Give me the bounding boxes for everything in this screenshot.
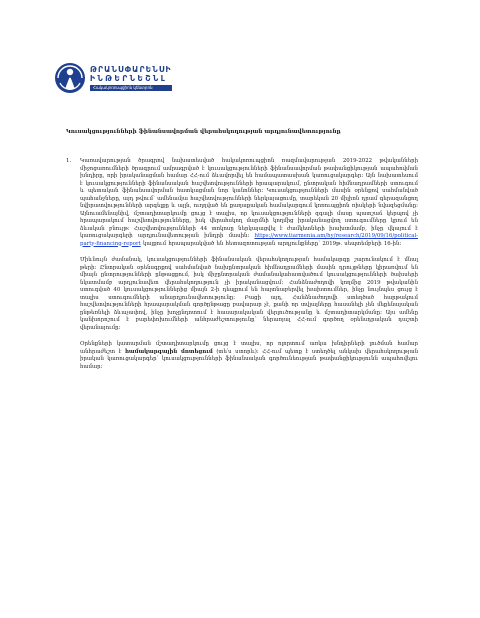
- paragraph-1-text: Կառավարության ծրագրով նախատեսված հակակոռուպցիոն ռազմավարության 2019-2022 թվականների միջոցառումների ծրագրում ամրագրված է կուսակցությունների ֆինանսավորման թափանցիկության ապահովման խնդիրը, որի իրականացման համար ՀՀ-ում ձևավորվել են համապատասխան կառուցակարգեր։ Այն նախատեսում է կուսակցությունների ֆինանսական հաշվետվությունների հրապարակում, ընտրական հիմնադրամների ստուգում և պետական ֆինանսավորման հատկացման նոր կանոններ։ Կուսակցությունների մասին օրենքով սահմանված պահանջները, այդ թվում՝ ամենամյա հաշվետվությունների ներկայացումը, տարեկան 20 միլիոն դրամ գերազանցող նվիրատվությունների արգելքը և այլն, ուղղված են քաղաքական համակարգում կոռուպցիոն ռիսկերի նվազեցմանը։ Այնուամենայնիվ, մշտադիտարկումը ցույց է տալիս, որ կուսակցությունների զգալի մասը պատշաճ կերպով չի հրապարակում հաշվետվությունները, իսկ վերահսկող մարմնի կողմից իրականացվող ստուգումները կրում են ձևական բնույթ։ Հաշվետվությունների 44 տոկոսը ներկայացվել է ժամկետների խախտմամբ, ինչը վկայում է կառուցակարգերի արդյունավետության խնդրի մասին։: [80, 158, 418, 239]
- document-title: Կուսակցությունների ֆինանսավորման վերահսկողության արդյունավետությունը: [66, 129, 341, 135]
- paragraph-2: Միևնույն ժամանակ, կուսակցությունների ֆինանսական վերահսկողության համակարգը շարունակում է մնալ թերի։ Ընտրական օրենսգրքով սահմանված նախընտրական հիմնադրամների մասին դրույթները կիրառվում են միայն ընտրությունների ընթացքում, իսկ միջընտրական ժամանակահատվածում կուսակցությունների ծախսերի նկատմամբ արդյունավետ վերահսկողություն չի իրականացվում։ Հանձնաժողովի կողմից 2019 թվականին ստուգված 40 կուսակցություններից միայն 2-ի դեպքում են հայտնաբերվել խախտումներ, ինչը նույնպես ցույց է տալիս ստուգումների անարդյունավետությունը։ Բացի այդ, Հանձնաժողովի ստեղծած հարթակում հաշվետվությունների հրապարակման գործընթացը բավարար չէ, քանի որ տվյալները հասանելի չեն մեքենայական ընթեռնելի ձևաչափով, ինչը խոչընդոտում է հասարակական վերլուծությանը և մշտադիտարկմանը։ Այս ամենը կանխորոշում է բարեփոխումների անհրաժեշտությունը՝ ներառյալ ՀՀ-ում գործող օրենսդրական դաշտի վերանայումը։: [80, 257, 418, 331]
- paragraph-3-start: Օրենքների կատարման մշտադիտարկումը ցույց է տալիս, որ ոլորտում առկա խնդիրների լուծման համար անհրաժեշտ է: [80, 341, 418, 355]
- paragraph-3-end: (տե՛ս ստորև)։ ՀՀ-ում պետք է ստեղծել անկախ վերահսկողության իրական կառուցակարգեր՝ կուսակցությունների ֆինանսական գործունեության թափանցիկությունն ապահովելու համար։: [80, 348, 418, 370]
- logo-tagline: Հակակոռուպցիոն կենտրոն: [90, 85, 172, 91]
- logo-line-2: ԻՆԹԵՐՆԵՇՆԼ: [90, 74, 168, 83]
- numbered-item: [66, 158, 418, 380]
- source-link[interactable]: https://www.tiarmenia.am/hy/research/2019/09/16/political-party-financing-report: [80, 233, 418, 247]
- organization-logo: [54, 62, 172, 94]
- document-body: [66, 158, 418, 380]
- item-number: 1.: [66, 158, 72, 164]
- paragraph-1-tail: կայքում հրապարակված են հետազոտության արդյունքները՝ 2019թ. սեպտեմբերի 16-ին։: [140, 240, 402, 247]
- item-content: [80, 158, 418, 380]
- logo-wordmark: [90, 65, 172, 91]
- paragraph-3-bold: համակարգային մոտեցում: [124, 348, 213, 355]
- paragraph-3: [80, 341, 418, 371]
- paragraph-1: [80, 158, 418, 248]
- transparency-globe-icon: [54, 62, 86, 94]
- logo-line-1: ԹՐԱՆՍՓԱՐԵՆՍԻ: [90, 65, 172, 74]
